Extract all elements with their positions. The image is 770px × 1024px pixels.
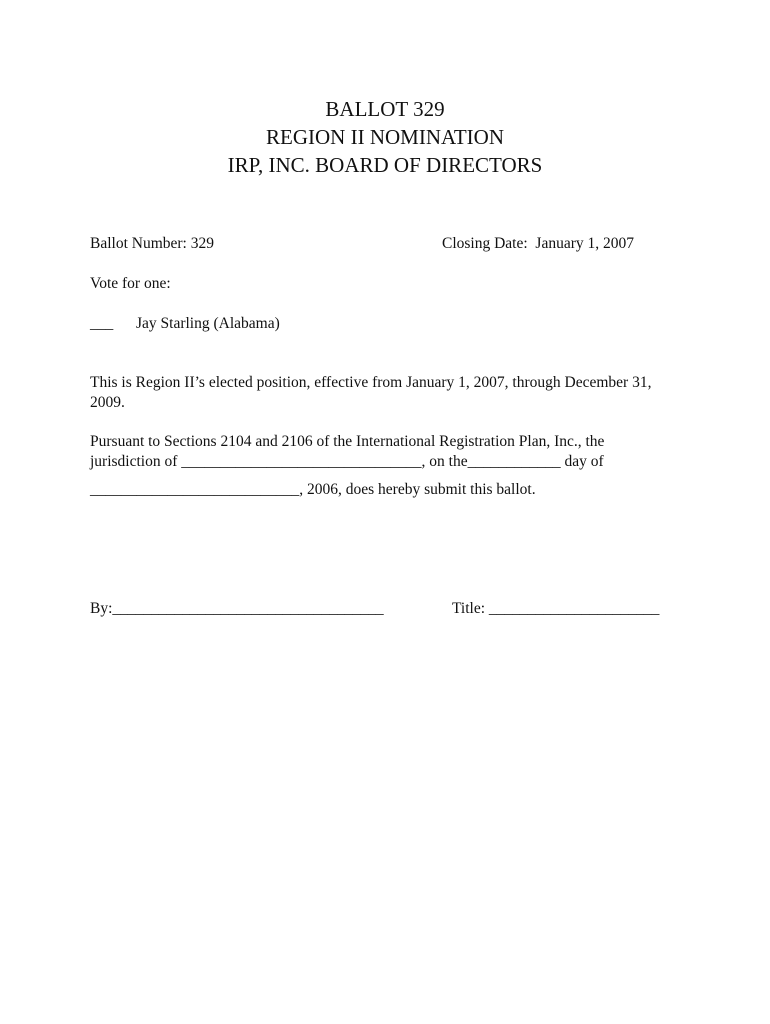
signature-by-field[interactable]: By:___________________________________ [90,600,384,617]
position-description: This is Region II’s elected position, effective from January 1, 2007, through December 31, 2009. [90,374,652,411]
ballot-title: BALLOT 329 [325,97,445,121]
submission-date-line[interactable]: ___________________________, 2006, does hereby submit this ballot. [90,481,536,498]
jurisdiction-line[interactable]: jurisdiction of _______________________________, on the____________ day of [90,453,604,470]
candidate-name: Jay Starling (Alabama) [136,315,280,332]
ballot-title-block [0,95,770,179]
closing-date: Closing Date: January 1, 2007 [442,235,635,252]
signature-title-field[interactable]: Title: ______________________ [452,600,660,617]
ballot-number: Ballot Number: 329 [90,235,214,252]
vote-blank-field[interactable]: ___ [90,315,114,332]
board-of-directors-heading: IRP, INC. BOARD OF DIRECTORS [227,153,543,177]
vote-instruction: Vote for one: [90,275,171,292]
pursuant-line-1: Pursuant to Sections 2104 and 2106 of the International Registration Plan, Inc., the [90,433,605,450]
region-nomination-heading: REGION II NOMINATION [266,125,504,149]
